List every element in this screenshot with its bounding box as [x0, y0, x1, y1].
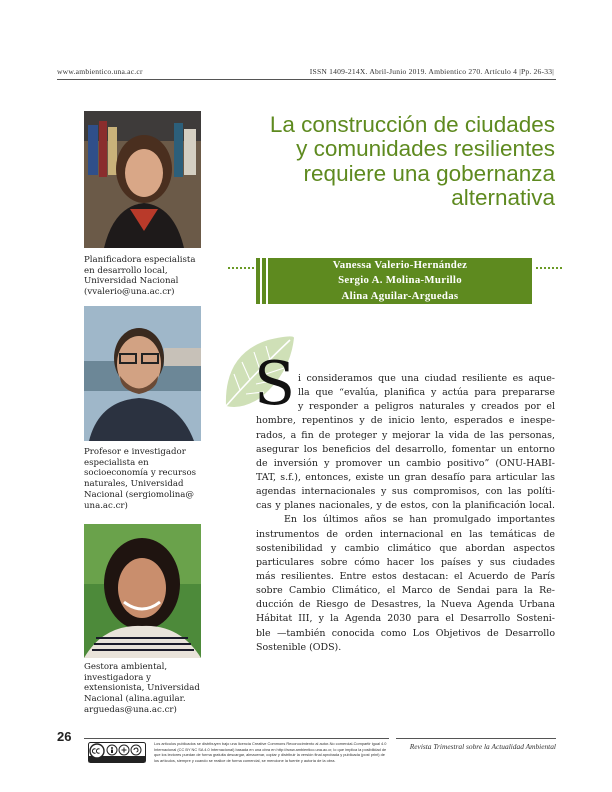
body-line: rados, a fin de proteger y mejorar la vida de las personas,	[256, 429, 555, 441]
body-line: En los últimos años se han promulgado importantes	[284, 514, 555, 526]
body-line: cas y planes nacionales, y de estos, con la planificación local.	[256, 500, 555, 512]
body-line: i consideramos que una ciudad resiliente es aque-	[298, 373, 555, 384]
banner-dots-left	[228, 267, 254, 269]
license-text: Los artículos publicados se distribuyen bajo una licencia Creative Commons Reconocimiento al autor-No comercial-Compartir igual 4.0 Internacional (CC BY NC SA 4.0 Internacional) basada en una obra en http://www.ambientico.una.ac.cr, lo que implica la posibilidad de que los lectores puedan de forma gratuita descargar, almacenar, copiar y distribuir la versión final aprobada y publicada (post print) de los artículos, siempre y cuando se realice de forma comercial, se mencione la fuente y autoría de la obra.	[154, 741, 387, 764]
body-line: ducción de Riesgo de Desastres, la Nueva Agenda Urbana	[256, 599, 555, 611]
body-line: particulares sobre cómo hacer los países y sus ciudades	[256, 556, 555, 568]
header-issn: ISSN 1409-214X. Abril-Junio 2019. Ambientico 270. Artículo 4 |Pp. 26-33|	[309, 67, 554, 76]
body-line: asegurar los beneficios del desarrollo, fomentar un entorno	[256, 443, 555, 455]
journal-name: Revista Trimestral sobre la Actualidad Ambiental	[409, 742, 556, 751]
body-line: Sostenible (ODS).	[256, 641, 342, 653]
author-photo-3	[84, 524, 201, 658]
banner-bar	[262, 258, 266, 304]
body-line: más resilientes. Entre estos destacan: el Acuerdo de París	[256, 570, 555, 582]
author-caption-3: Gestora ambiental, investigadora y extensionista, Universidad Nacional (alina.aguilar. arguedas@una.ac.cr)	[84, 662, 200, 715]
footer-rule	[396, 738, 556, 739]
author-name: Alina Aguilar-Arguedas	[341, 289, 459, 302]
header-website: www.ambientico.una.ac.cr	[57, 67, 143, 76]
banner-dots-right	[536, 267, 562, 269]
article-title: La construcción de ciudades y comunidades resilientes requiere una gobernanza alternativa	[269, 112, 555, 211]
body-line: de inversión y promover un cambio positivo” (ONU-HABI-	[256, 457, 555, 469]
footer-rule	[84, 738, 389, 739]
body-line: hombre, repentinos y de inicio lento, esperados e inespe-	[256, 415, 555, 427]
page-number: 26	[57, 729, 72, 744]
body-line: sobre Cambio Climático, el Marco de Sendai para la Re-	[256, 585, 555, 597]
author-photo-1	[84, 111, 201, 248]
body-line: ble —también conocida como Los Objetivos de Desarrollo	[256, 627, 555, 639]
author-name: Vanessa Valerio-Hernández	[332, 259, 468, 271]
body-line: sostenibilidad y cambio climático que abordan aspectos	[256, 542, 555, 554]
body-line: y responder a peligros naturales y creados por el	[298, 401, 555, 413]
body-line: Hábitat III, y la Agenda 2030 para el Desarrollo Sosteni-	[256, 613, 555, 625]
author-banner	[268, 258, 532, 304]
body-line: TAT, s.f.), entonces, existe un gran desafío para articular las	[256, 471, 555, 483]
author-name: Sergio A. Molina-Murillo	[338, 274, 462, 287]
article-body	[256, 372, 555, 655]
author-caption-1: Planificadora especialista en desarrollo local, Universidad Nacional (vvalerio@una.ac.cr)	[84, 255, 196, 298]
author-photo-2	[84, 306, 201, 441]
body-line: instrumentos de orden internacional en las temáticas de	[256, 528, 555, 540]
body-line: agendas internacionales y sus compromisos, con las políti-	[256, 486, 555, 498]
author-caption-2: Profesor e investigador especialista en socioeconomía y recursos naturales, Universidad Nacional (sergiomolina@ una.ac.cr)	[84, 447, 197, 511]
header-rule	[57, 79, 556, 80]
body-line: lla que “evalúa, planifica y actúa para prepararse	[298, 387, 555, 399]
banner-bar	[256, 258, 260, 304]
creative-commons-logo	[88, 742, 146, 763]
drop-cap: S	[254, 349, 296, 419]
